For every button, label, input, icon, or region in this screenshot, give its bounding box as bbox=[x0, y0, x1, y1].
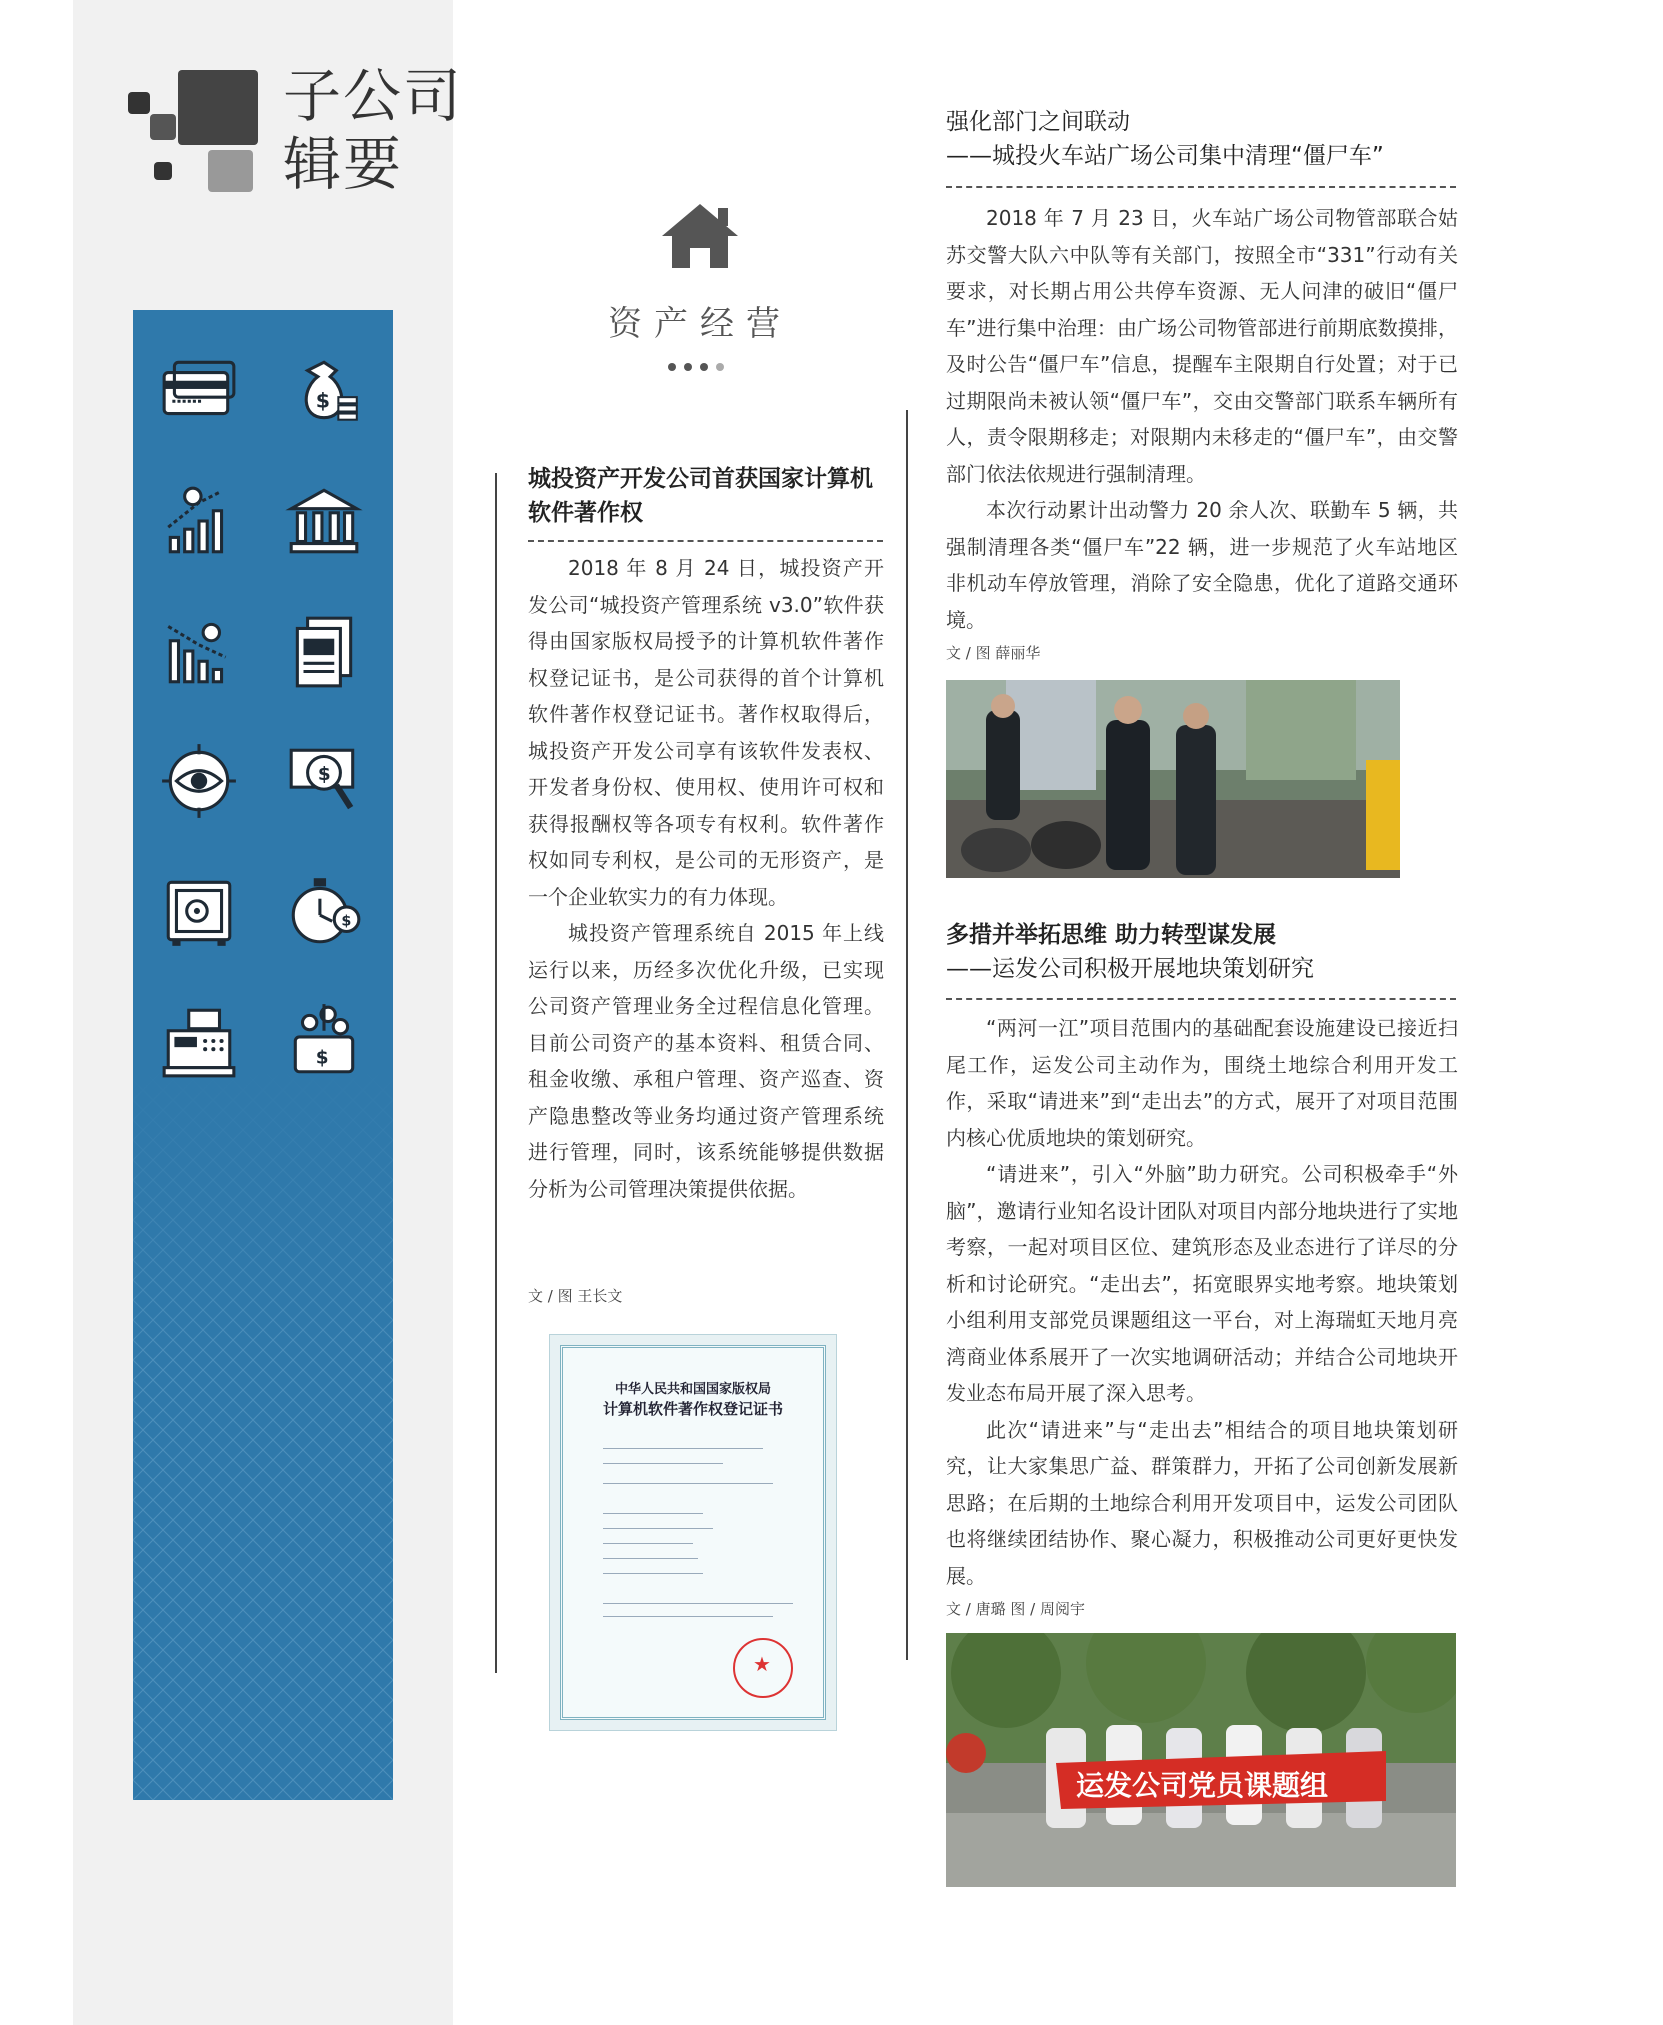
right-divider bbox=[906, 410, 908, 1660]
wallet-icon bbox=[283, 1000, 365, 1082]
svg-text:$: $ bbox=[317, 763, 331, 785]
credit-card-icon bbox=[158, 350, 240, 432]
article3-title bbox=[946, 918, 1466, 986]
icon-panel bbox=[133, 310, 393, 1800]
article2-body bbox=[946, 200, 1458, 638]
svg-text:$: $ bbox=[315, 388, 331, 413]
home-icon bbox=[660, 200, 740, 272]
section-title-line2: 辑要 bbox=[283, 130, 404, 198]
article1-paragraph: 城投资产管理系统自 2015 年上线运行以来，历经多次优化升级，已实现公司资产管理业务全过程信息化管理。目前公司资产的基本资料、租赁合同、租金收缴、承租户管理、资产巡查、资产隐患整改等业务均通过资产管理系统进行管理，同时，该系统能够提供数据分析为公司管理决策提供依据。 bbox=[528, 921, 884, 1201]
police-photo bbox=[946, 680, 1400, 878]
article3-title-text: 多措并举拓思维 助力转型谋发展 bbox=[946, 922, 1277, 948]
article1-title-text: 城投资产开发公司首获国家计算机软件著作权 bbox=[528, 466, 873, 526]
article3-divider bbox=[946, 998, 1456, 1000]
left-divider bbox=[495, 473, 497, 1673]
article3-body bbox=[946, 1010, 1458, 1594]
pagination-dots bbox=[668, 356, 732, 375]
section-title bbox=[283, 62, 463, 198]
article1-credit: 文 / 图 王长文 bbox=[528, 1287, 623, 1305]
article2-credit: 文 / 图 薛丽华 bbox=[946, 644, 1041, 662]
article1-paragraph: 2018 年 8 月 24 日，城投资产开发公司“城投资产管理系统 v3.0”软件获得由国家版权局授予的计算机软件著作权登记证书，是公司获得的首个计算机软件著作权登记证书。著作权取得后，城投资产开发公司享有该软件发表权、开发者身份权、使用权、使用许可权和获得报酬权等各项专有权利。软件著作权如同专利权，是公司的无形资产，是一个企业软实力的有力体现。 bbox=[528, 556, 884, 909]
certificate-title: 计算机软件著作权登记证书 bbox=[602, 1400, 783, 1418]
banner-text: 运发公司党员课题组 bbox=[1076, 1769, 1329, 1802]
red-seal bbox=[733, 1638, 793, 1698]
article1-title bbox=[528, 462, 888, 530]
article3-paragraph: “两河一江”项目范围内的基础配套设施建设已接近扫尾工作，运发公司主动作为，围绕土地综合利用开发工作，采取“请进来”到“走出去”的方式，展开了对项目范围内核心优质地块的策划研究。 bbox=[946, 1016, 1458, 1150]
certificate-issuer: 中华人民共和国国家版权局 bbox=[614, 1382, 771, 1397]
article2-title bbox=[946, 105, 1466, 173]
svg-text:$: $ bbox=[315, 1047, 329, 1069]
section-title-line1: 子公司 bbox=[283, 62, 464, 130]
decline-chart-icon bbox=[158, 610, 240, 692]
growth-chart-icon bbox=[158, 480, 240, 562]
magnify-dollar-icon bbox=[283, 740, 365, 822]
article3-credit: 文 / 唐璐 图 / 周阅宇 bbox=[946, 1600, 1085, 1618]
article3-subtitle: ——运发公司积极开展地块策划研究 bbox=[946, 956, 1314, 982]
article1-divider bbox=[528, 540, 883, 542]
article3-paragraph: 此次“请进来”与“走出去”相结合的项目地块策划研究，让大家集思广益、群策群力，开拓了公司创新发展新思路；在后期的土地综合利用开发项目中，运发公司团队也将继续团结协作、聚心凝力，积极推动公司更好更快发展。 bbox=[946, 1417, 1458, 1588]
certificate-image bbox=[549, 1334, 837, 1731]
section-logo bbox=[128, 70, 268, 195]
money-bag-icon bbox=[283, 350, 365, 432]
bank-icon bbox=[283, 480, 365, 562]
stopwatch-dollar-icon bbox=[283, 870, 365, 952]
article2-paragraph: 2018 年 7 月 23 日，火车站广场公司物管部联合姑苏交警大队六中队等有关部门，按照全市“331”行动有关要求，对长期占用公共停车资源、无人问津的破旧“僵尸车”进行集中治理：由广场公司物管部进行前期底数摸排，及时公告“僵尸车”信息，提醒车主限期自行处置；对于已过期限尚未被认领“僵尸车”，交由交警部门联系车辆所有人，责令限期移走；对限期内未移走的“僵尸车”，由交警部门依法依规进行强制清理。 bbox=[946, 206, 1458, 486]
cash-register-icon bbox=[158, 1000, 240, 1082]
diamond-pattern bbox=[133, 1070, 393, 1800]
asset-heading: 资产经营 bbox=[608, 304, 792, 344]
eye-target-icon bbox=[158, 740, 240, 822]
article2-paragraph: 本次行动累计出动警力 20 余人次、联勤车 5 辆，共强制清理各类“僵尸车”22 辆，进一步规范了火车站地区非机动车停放管理，消除了安全隐患，优化了道路交通环境。 bbox=[946, 498, 1458, 632]
invoice-icon bbox=[283, 610, 365, 692]
article2-subtitle: ——城投火车站广场公司集中清理“僵尸车” bbox=[946, 143, 1384, 169]
safe-icon bbox=[158, 870, 240, 952]
article1-body bbox=[528, 550, 884, 1207]
article2-title-text: 强化部门之间联动 bbox=[946, 109, 1130, 135]
group-photo bbox=[946, 1633, 1456, 1887]
article3-paragraph: “请进来”，引入“外脑”助力研究。公司积极牵手“外脑”，邀请行业知名设计团队对项目内部分地块进行了实地考察，一起对项目区位、建筑形态及业态进行了详尽的分析和讨论研究。“走出去”，拓宽眼界实地考察。地块策划小组利用支部党员课题组这一平台，对上海瑞虹天地月亮湾商业体系展开了一次实地调研活动；并结合公司地块开发业态布局开展了深入思考。 bbox=[946, 1162, 1458, 1405]
article2-divider bbox=[946, 186, 1456, 188]
svg-text:$: $ bbox=[341, 913, 352, 930]
